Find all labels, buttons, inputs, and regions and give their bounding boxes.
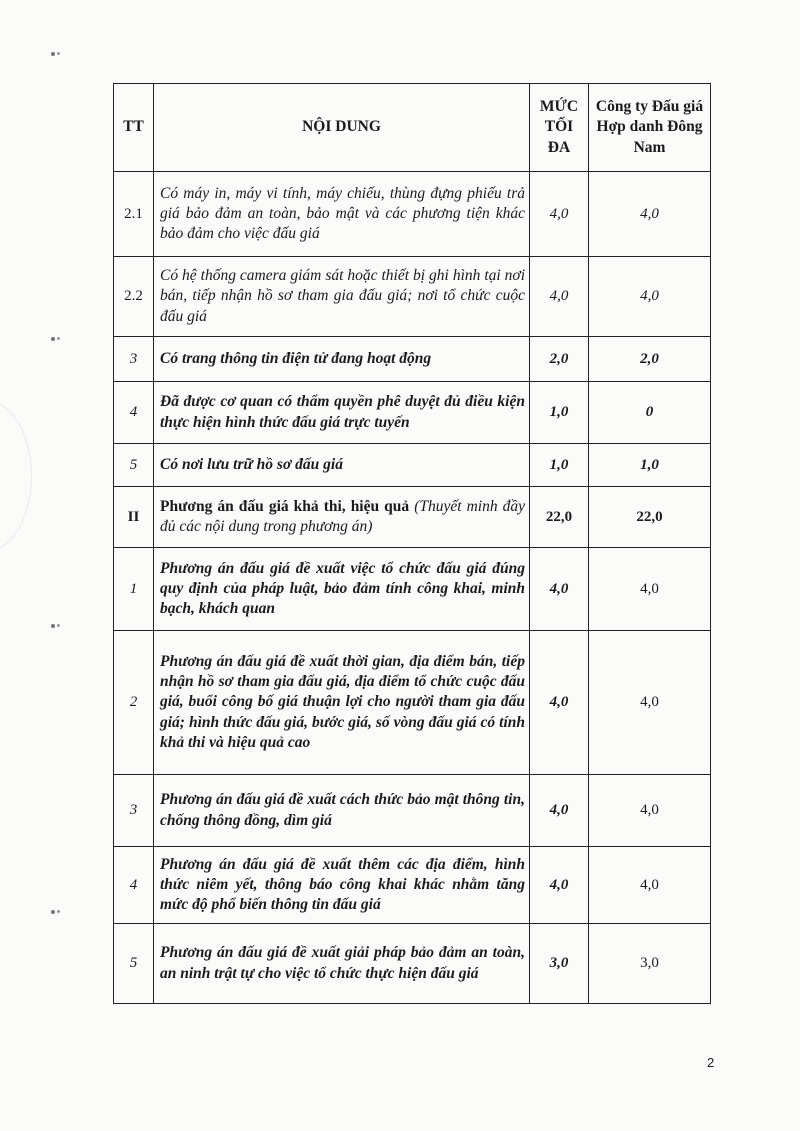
table-row (114, 548, 711, 631)
max-score: 4,0 (530, 257, 589, 337)
row-description: Có trang thông tin điện tử đang hoạt động (154, 337, 530, 382)
punch-hole-mark (51, 910, 60, 914)
section-description: Phương án đấu giá khả thi, hiệu quả (Thuyết minh đầy đủ các nội dung trong phương án) (154, 487, 530, 548)
company-header: Công ty Đấu giá Hợp danh Đông Nam (589, 84, 711, 172)
tt-header: TT (114, 84, 154, 172)
table-row (114, 847, 711, 924)
max-score: 4,0 (530, 631, 589, 775)
table-row (114, 775, 711, 847)
row-number: 3 (114, 775, 154, 847)
max-score: 4,0 (530, 847, 589, 924)
header-row (114, 84, 711, 172)
section-number: II (114, 487, 154, 548)
company-score: 4,0 (589, 172, 711, 257)
row-description: Có máy in, máy vi tính, máy chiếu, thùng đựng phiếu trả giá bảo đảm an toàn, bảo mật và các phương tiện khác bảo đảm cho việc đấu giá (154, 172, 530, 257)
page-number: 2 (707, 1055, 715, 1070)
row-number: 1 (114, 548, 154, 631)
max-score: 4,0 (530, 775, 589, 847)
stamp-fragment (0, 400, 32, 552)
company-score: 22,0 (589, 487, 711, 548)
row-description: Có nơi lưu trữ hồ sơ đấu giá (154, 444, 530, 487)
company-score: 0 (589, 382, 711, 444)
company-score: 4,0 (589, 631, 711, 775)
row-number: 2.1 (114, 172, 154, 257)
max-score: 4,0 (530, 548, 589, 631)
row-number: 2 (114, 631, 154, 775)
table-row (114, 382, 711, 444)
row-description: Đã được cơ quan có thẩm quyền phê duyệt đủ điều kiện thực hiện hình thức đấu giá trực tuyến (154, 382, 530, 444)
punch-hole-mark (51, 52, 60, 56)
table-row (114, 257, 711, 337)
max-score: 4,0 (530, 172, 589, 257)
row-description: Phương án đấu giá đề xuất thêm các địa điểm, hình thức niêm yết, thông báo công khai khác nhằm tăng mức độ phổ biến thông tin đấu giá (154, 847, 530, 924)
row-description: Phương án đấu giá đề xuất cách thức bảo mật thông tin, chống thông đồng, dìm giá (154, 775, 530, 847)
company-score: 4,0 (589, 257, 711, 337)
company-score: 4,0 (589, 548, 711, 631)
row-number: 5 (114, 444, 154, 487)
row-description: Phương án đấu giá đề xuất giải pháp bảo đảm an toàn, an ninh trật tự cho việc tổ chức thực hiện đấu giá (154, 924, 530, 1004)
max-score-header: MỨC TỐI ĐA (530, 84, 589, 172)
company-score: 1,0 (589, 444, 711, 487)
row-number: 5 (114, 924, 154, 1004)
punch-hole-mark (51, 337, 60, 341)
company-score: 4,0 (589, 775, 711, 847)
table-row (114, 444, 711, 487)
table-row (114, 172, 711, 257)
table-row (114, 337, 711, 382)
punch-hole-mark (51, 624, 60, 628)
row-description: Phương án đấu giá đề xuất thời gian, địa điểm bán, tiếp nhận hồ sơ tham gia đấu giá, địa điểm tổ chức cuộc đấu giá, buổi công bố giá thuận lợi cho người tham gia đấu giá; hình thức đấu giá, bước giá, số vòng đấu giá có tính khả thi và hiệu quả cao (154, 631, 530, 775)
section-row (114, 487, 711, 548)
table-row (114, 924, 711, 1004)
company-score: 3,0 (589, 924, 711, 1004)
table-row (114, 631, 711, 775)
row-number: 3 (114, 337, 154, 382)
row-description: Có hệ thống camera giám sát hoặc thiết bị ghi hình tại nơi bán, tiếp nhận hồ sơ tham gia đấu giá; nơi tổ chức cuộc đấu giá (154, 257, 530, 337)
max-score: 1,0 (530, 382, 589, 444)
max-score: 2,0 (530, 337, 589, 382)
scoring-table (113, 83, 711, 1004)
row-number: 2.2 (114, 257, 154, 337)
content-header: NỘI DUNG (154, 84, 530, 172)
row-number: 4 (114, 382, 154, 444)
row-number: 4 (114, 847, 154, 924)
company-score: 2,0 (589, 337, 711, 382)
max-score: 1,0 (530, 444, 589, 487)
max-score: 3,0 (530, 924, 589, 1004)
row-description: Phương án đấu giá đề xuất việc tổ chức đấu giá đúng quy định của pháp luật, bảo đảm tính công khai, minh bạch, khách quan (154, 548, 530, 631)
max-score: 22,0 (530, 487, 589, 548)
company-score: 4,0 (589, 847, 711, 924)
